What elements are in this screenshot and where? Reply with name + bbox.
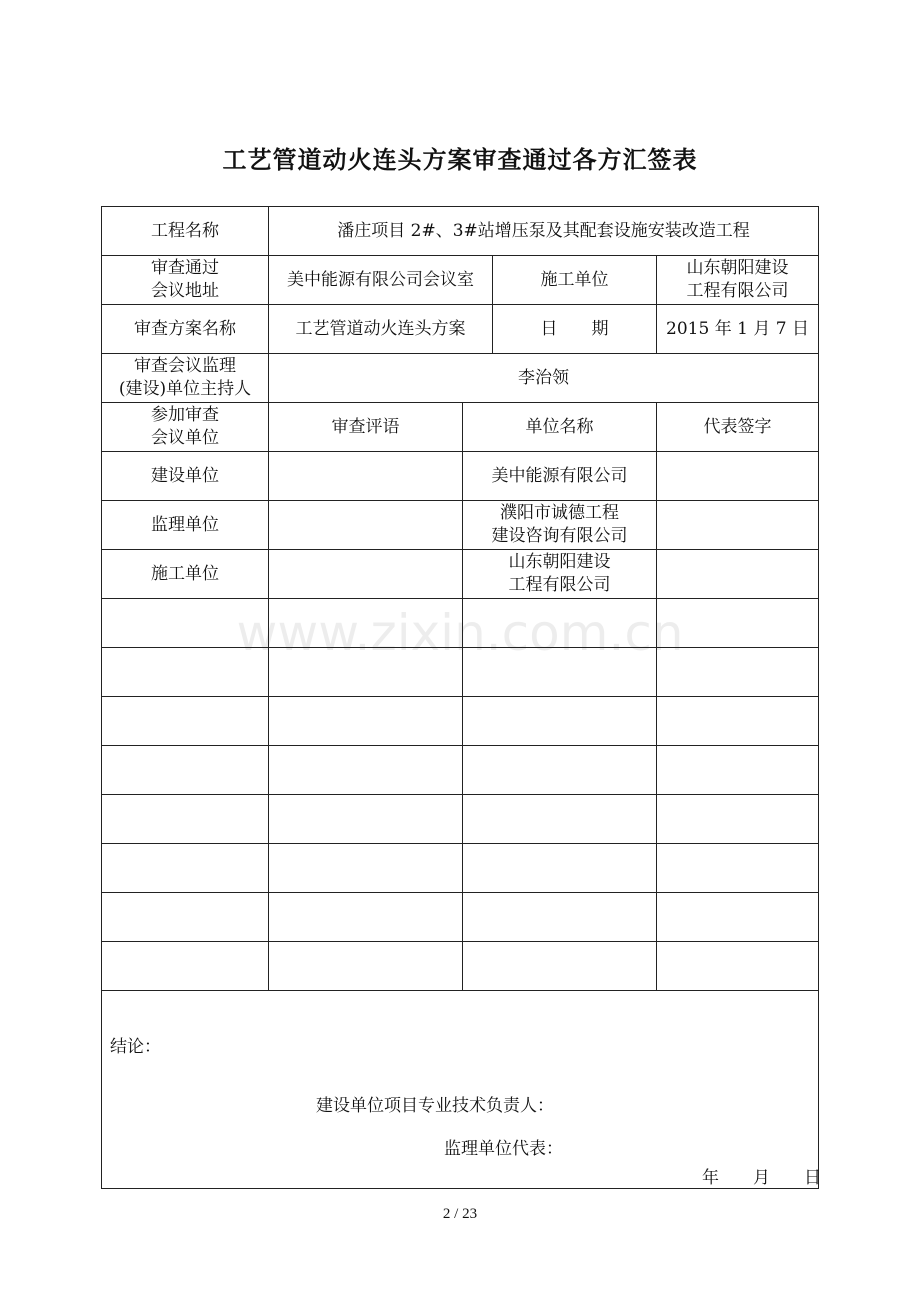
contractor-value: 山东朝阳建设 工程有限公司 xyxy=(686,258,789,301)
supervisor-rep-line: 监理单位代表： xyxy=(444,1139,563,1159)
date-value: 2015 年 1 月 7 日 xyxy=(666,318,809,339)
project-name-value: 潘庄项目 2#、3#站增压泵及其配套设施安装改造工程 xyxy=(337,220,750,241)
col-header-unit-name: 单位名称 xyxy=(525,416,594,437)
row-unit-owner: 美中能源有限公司 xyxy=(491,465,628,486)
row-comment-owner xyxy=(269,452,462,500)
project-name-label: 工程名称 xyxy=(151,220,219,241)
row-role-supervisor: 监理单位 xyxy=(151,514,219,535)
row-signature-supervisor xyxy=(657,501,818,549)
row-comment-supervisor xyxy=(269,501,462,549)
row-role-owner: 建设单位 xyxy=(151,465,219,486)
page-indicator: 2 / 23 xyxy=(442,1206,478,1222)
row-role-contractor: 施工单位 xyxy=(151,563,219,584)
plan-name-label: 审查方案名称 xyxy=(134,318,236,339)
host-label: 审查会议监理 (建设)单位主持人 xyxy=(118,356,252,399)
sign-date-line: 年 月 日 xyxy=(702,1168,821,1188)
row-unit-supervisor: 濮阳市诚德工程 建设咨询有限公司 xyxy=(491,503,628,546)
plan-name-value: 工艺管道动火连头方案 xyxy=(295,318,466,339)
row-unit-contractor: 山东朝阳建设 工程有限公司 xyxy=(508,552,611,595)
watermark: www.zixin.com.cn xyxy=(236,604,684,662)
col-header-signature: 代表签字 xyxy=(703,416,772,437)
row-signature-owner xyxy=(657,452,818,500)
owner-tech-lead-line: 建设单位项目专业技术负责人： xyxy=(316,1096,554,1116)
conclusion-label: 结论： xyxy=(110,1037,161,1057)
row-signature-contractor xyxy=(657,550,818,598)
meeting-address-value: 美中能源有限公司会议室 xyxy=(287,269,474,290)
meeting-address-label: 审查通过 会议地址 xyxy=(151,258,219,301)
host-value: 李治领 xyxy=(518,367,569,388)
review-sign-table xyxy=(101,206,819,1189)
col-header-comments: 审查评语 xyxy=(331,416,400,437)
date-label: 日 期 xyxy=(540,318,609,339)
document-title: 工艺管道动火连头方案审查通过各方汇签表 xyxy=(222,146,698,174)
contractor-label: 施工单位 xyxy=(540,269,609,290)
col-header-participants: 参加审查 会议单位 xyxy=(151,405,219,448)
row-comment-contractor xyxy=(269,550,462,598)
